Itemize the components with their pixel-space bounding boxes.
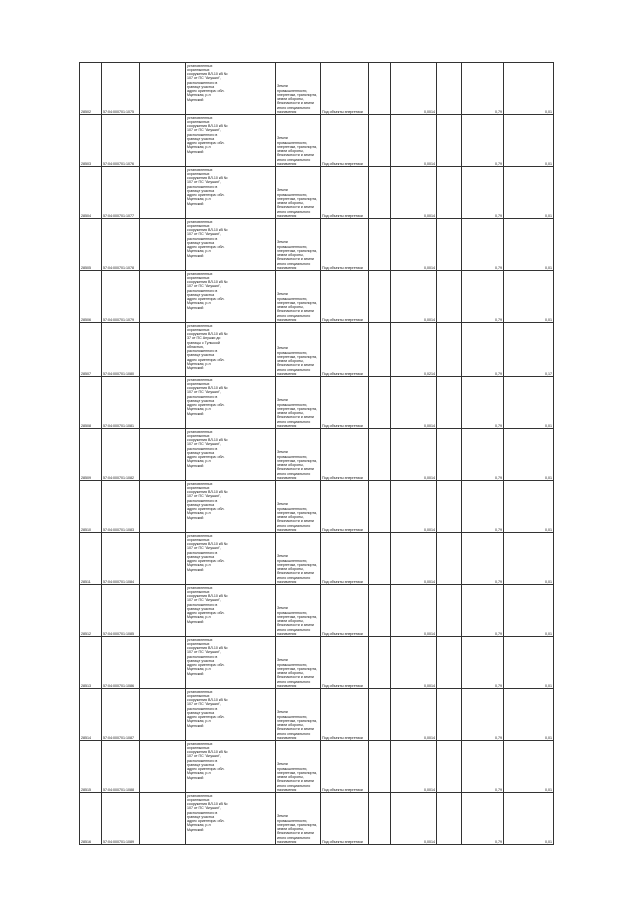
blank-cell [369,323,391,377]
rate-cell: 0,79 [462,115,504,167]
land-category-cell: Земли промышленности, энергетики, транспорта, земли обороны, безопасности и земли иного специального назначения [276,793,321,845]
total-cell: 0,01 [504,429,554,481]
blank-cell [140,271,186,323]
blank-cell [140,793,186,845]
blank-cell [140,63,186,115]
land-category-cell: Земли промышленности, энергетики, транспорта, земли обороны, безопасности и земли иного специального назначения [276,741,321,793]
row-number-cell: 28509 [80,429,102,481]
cadastral-number-cell: 57:04:000701:1080 [102,323,140,377]
total-cell: 0,17 [504,323,554,377]
row-number-cell: 28515 [80,741,102,793]
row-number-cell: 28512 [80,585,102,637]
blank-cell [437,429,462,481]
rate-cell: 0,79 [462,741,504,793]
permitted-use-cell: Под объекты энергетики [321,63,369,115]
table-row [80,481,554,533]
permitted-use-cell: Под объекты энергетики [321,271,369,323]
total-cell: 0,01 [504,585,554,637]
blank-cell [369,793,391,845]
total-cell: 0,01 [504,219,554,271]
table-row [80,741,554,793]
row-number-cell: 28504 [80,167,102,219]
rate-cell: 0,79 [462,585,504,637]
permitted-use-cell: Под объекты энергетики [321,115,369,167]
permitted-use-cell: Под объекты энергетики [321,167,369,219]
area-cell: 0,0014 [391,689,437,741]
permitted-use-cell: Под объекты энергетики [321,481,369,533]
land-category-cell: Земли промышленности, энергетики, транспорта, земли обороны, безопасности и земли иного специального назначения [276,533,321,585]
permitted-use-cell: Под объекты энергетики [321,637,369,689]
object-description-cell: установленных охранныхных сооружения ВЛ-10 кВ № 107 от ПС "Апушки", расположенного в границе участка адрес ориентира: обл. Мценская, р-н Мценский [186,637,276,689]
object-description-cell: установленных охранныхных сооружения ВЛ-10 кВ № 107 от ПС "Апушки", расположенного в границе участка адрес ориентира: обл. Мценская, р-н Мценский [186,429,276,481]
blank-cell [140,689,186,741]
blank-cell [437,63,462,115]
document-page [79,62,553,845]
blank-cell [369,741,391,793]
rate-cell: 0,79 [462,793,504,845]
cadastral-number-cell: 57:04:000701:1082 [102,429,140,481]
land-category-cell: Земли промышленности, энергетики, транспорта, земли обороны, безопасности и земли иного специального назначения [276,63,321,115]
blank-cell [437,741,462,793]
permitted-use-cell: Под объекты энергетики [321,219,369,271]
blank-cell [140,167,186,219]
area-cell: 0,0014 [391,271,437,323]
land-category-cell: Земли промышленности, энергетики, транспорта, земли обороны, безопасности и земли иного специального назначения [276,585,321,637]
blank-cell [369,219,391,271]
permitted-use-cell: Под объекты энергетики [321,689,369,741]
blank-cell [437,481,462,533]
blank-cell [369,585,391,637]
table-row [80,271,554,323]
land-category-cell: Земли промышленности, энергетики, транспорта, земли обороны, безопасности и земли иного специального назначения [276,429,321,481]
permitted-use-cell: Под объекты энергетики [321,533,369,585]
object-description-cell: установленных охранныхных сооружения ВЛ-10 кВ № 107 от ПС "Апушки", расположенного в границе участка адрес ориентира: обл. Мценская, р-н Мценский [186,377,276,429]
row-number-cell: 28506 [80,271,102,323]
object-description-cell: установленных охранныхных сооружения ВЛ-10 кВ № 107 от ПС "Апушки", расположенного в границе участка адрес ориентира: обл. Мценская, р-н Мценский [186,271,276,323]
blank-cell [437,377,462,429]
object-description-cell: установленных охранныхных сооружения ВЛ-10 кВ № 107 от ПС "Апушки", расположенного в границе участка адрес ориентира: обл. Мценская, р-н Мценский [186,115,276,167]
row-number-cell: 28513 [80,637,102,689]
permitted-use-cell: Под объекты энергетики [321,741,369,793]
table-row [80,429,554,481]
rate-cell: 0,79 [462,219,504,271]
row-number-cell: 28511 [80,533,102,585]
total-cell: 0,01 [504,793,554,845]
row-number-cell: 28508 [80,377,102,429]
land-category-cell: Земли промышленности, энергетики, транспорта, земли обороны, безопасности и земли иного специального назначения [276,481,321,533]
area-cell: 0,0014 [391,219,437,271]
blank-cell [437,689,462,741]
total-cell: 0,01 [504,481,554,533]
land-category-cell: Земли промышленности, энергетики, транспорта, земли обороны, безопасности и земли иного специального назначения [276,689,321,741]
cadastral-number-cell: 57:04:000701:1078 [102,219,140,271]
cadastral-number-cell: 57:04:000701:1087 [102,689,140,741]
blank-cell [140,115,186,167]
blank-cell [140,533,186,585]
total-cell: 0,01 [504,63,554,115]
rate-cell: 0,79 [462,481,504,533]
blank-cell [140,429,186,481]
table-row [80,63,554,115]
rate-cell: 0,79 [462,533,504,585]
blank-cell [369,637,391,689]
object-description-cell: установленных охранныхных сооружения ВЛ-10 кВ № 37 от ПС Апушки до границы с Тульской областью, расположенного в границе участка адрес ориентира: обл. Мценская, р-н Мценский [186,323,276,377]
total-cell: 0,01 [504,377,554,429]
land-category-cell: Земли промышленности, энергетики, транспорта, земли обороны, безопасности и земли иного специального назначения [276,115,321,167]
row-number-cell: 28514 [80,689,102,741]
land-category-cell: Земли промышленности, энергетики, транспорта, земли обороны, безопасности и земли иного специального назначения [276,637,321,689]
area-cell: 0,0014 [391,167,437,219]
blank-cell [140,585,186,637]
area-cell: 0,0014 [391,741,437,793]
cadastral-number-cell: 57:04:000701:1089 [102,793,140,845]
cadastral-number-cell: 57:04:000701:1086 [102,637,140,689]
blank-cell [437,167,462,219]
blank-cell [437,219,462,271]
blank-cell [437,323,462,377]
total-cell: 0,01 [504,271,554,323]
table-row [80,585,554,637]
land-category-cell: Земли промышленности, энергетики, транспорта, земли обороны, безопасности и земли иного специального назначения [276,377,321,429]
blank-cell [140,323,186,377]
table-row [80,219,554,271]
area-cell: 0,0014 [391,585,437,637]
row-number-cell: 28502 [80,63,102,115]
rate-cell: 0,79 [462,167,504,219]
table-row [80,323,554,377]
cadastral-number-cell: 57:04:000701:1088 [102,741,140,793]
area-cell: 0,0014 [391,533,437,585]
object-description-cell: установленных охранныхных сооружения ВЛ-10 кВ № 107 от ПС "Апушки", расположенного в границе участка адрес ориентира: обл. Мценская, р-н Мценский [186,793,276,845]
cadastral-number-cell: 57:04:000701:1085 [102,585,140,637]
blank-cell [140,637,186,689]
total-cell: 0,01 [504,637,554,689]
rate-cell: 0,79 [462,377,504,429]
object-description-cell: установленных охранныхных сооружения ВЛ-10 кВ № 107 от ПС "Апушки", расположенного в границе участка адрес ориентира: обл. Мценская, р-н Мценский [186,481,276,533]
permitted-use-cell: Под объекты энергетики [321,793,369,845]
cadastral-number-cell: 57:04:000701:1077 [102,167,140,219]
area-cell: 0,0014 [391,429,437,481]
object-description-cell: установленных охранныхных сооружения ВЛ-10 кВ № 107 от ПС "Апушки", расположенного в границе участка адрес ориентира: обл. Мценская, р-н Мценский [186,167,276,219]
total-cell: 0,01 [504,741,554,793]
blank-cell [140,377,186,429]
row-number-cell: 28505 [80,219,102,271]
total-cell: 0,01 [504,115,554,167]
land-category-cell: Земли промышленности, энергетики, транспорта, земли обороны, безопасности и земли иного специального назначения [276,323,321,377]
permitted-use-cell: Под объекты энергетики [321,323,369,377]
cadastral-number-cell: 57:04:000701:1076 [102,115,140,167]
total-cell: 0,01 [504,533,554,585]
object-description-cell: установленных охранныхных сооружения ВЛ-10 кВ № 107 от ПС "Апушки", расположенного в границе участка адрес ориентира: обл. Мценская, р-н Мценский [186,63,276,115]
cadastral-number-cell: 57:04:000701:1083 [102,481,140,533]
blank-cell [437,585,462,637]
blank-cell [369,167,391,219]
blank-cell [369,63,391,115]
rate-cell: 0,79 [462,429,504,481]
blank-cell [437,637,462,689]
blank-cell [437,271,462,323]
table-row [80,167,554,219]
area-cell: 0,0014 [391,637,437,689]
cadastral-number-cell: 57:04:000701:1075 [102,63,140,115]
rate-cell: 0,79 [462,323,504,377]
total-cell: 0,01 [504,689,554,741]
blank-cell [369,115,391,167]
blank-cell [369,533,391,585]
table-row [80,793,554,845]
blank-cell [369,377,391,429]
area-cell: 0,0014 [391,481,437,533]
table-row [80,637,554,689]
blank-cell [369,689,391,741]
cadastral-number-cell: 57:04:000701:1084 [102,533,140,585]
permitted-use-cell: Под объекты энергетики [321,377,369,429]
object-description-cell: установленных охранныхных сооружения ВЛ-10 кВ № 107 от ПС "Апушки", расположенного в границе участка адрес ориентира: обл. Мценская, р-н Мценский [186,741,276,793]
blank-cell [437,793,462,845]
land-plots-table [79,62,554,845]
cadastral-number-cell: 57:04:000701:1079 [102,271,140,323]
blank-cell [140,741,186,793]
blank-cell [369,271,391,323]
row-number-cell: 28507 [80,323,102,377]
row-number-cell: 28503 [80,115,102,167]
cadastral-number-cell: 57:04:000701:1081 [102,377,140,429]
area-cell: 0,0214 [391,323,437,377]
area-cell: 0,0014 [391,63,437,115]
area-cell: 0,0014 [391,115,437,167]
area-cell: 0,0014 [391,377,437,429]
table-row [80,689,554,741]
object-description-cell: установленных охранныхных сооружения ВЛ-10 кВ № 107 от ПС "Апушки", расположенного в границе участка адрес ориентира: обл. Мценская, р-н Мценский [186,533,276,585]
table-row [80,533,554,585]
blank-cell [140,481,186,533]
blank-cell [369,481,391,533]
object-description-cell: установленных охранныхных сооружения ВЛ-10 кВ № 107 от ПС "Апушки", расположенного в границе участка адрес ориентира: обл. Мценская, р-н Мценский [186,585,276,637]
row-number-cell: 28510 [80,481,102,533]
table-row [80,115,554,167]
object-description-cell: установленных охранныхных сооружения ВЛ-10 кВ № 107 от ПС "Апушки", расположенного в границе участка адрес ориентира: обл. Мценская, р-н Мценский [186,689,276,741]
rate-cell: 0,79 [462,271,504,323]
table-row [80,377,554,429]
land-category-cell: Земли промышленности, энергетики, транспорта, земли обороны, безопасности и земли иного специального назначения [276,219,321,271]
blank-cell [140,219,186,271]
area-cell: 0,0014 [391,793,437,845]
blank-cell [437,115,462,167]
rate-cell: 0,79 [462,63,504,115]
land-category-cell: Земли промышленности, энергетики, транспорта, земли обороны, безопасности и земли иного специального назначения [276,167,321,219]
rate-cell: 0,79 [462,637,504,689]
land-category-cell: Земли промышленности, энергетики, транспорта, земли обороны, безопасности и земли иного специального назначения [276,271,321,323]
rate-cell: 0,79 [462,689,504,741]
table-body [80,63,554,845]
permitted-use-cell: Под объекты энергетики [321,585,369,637]
blank-cell [437,533,462,585]
total-cell: 0,01 [504,167,554,219]
permitted-use-cell: Под объекты энергетики [321,429,369,481]
blank-cell [369,429,391,481]
object-description-cell: установленных охранныхных сооружения ВЛ-10 кВ № 107 от ПС "Апушки", расположенного в границе участка адрес ориентира: обл. Мценская, р-н Мценский [186,219,276,271]
row-number-cell: 28516 [80,793,102,845]
